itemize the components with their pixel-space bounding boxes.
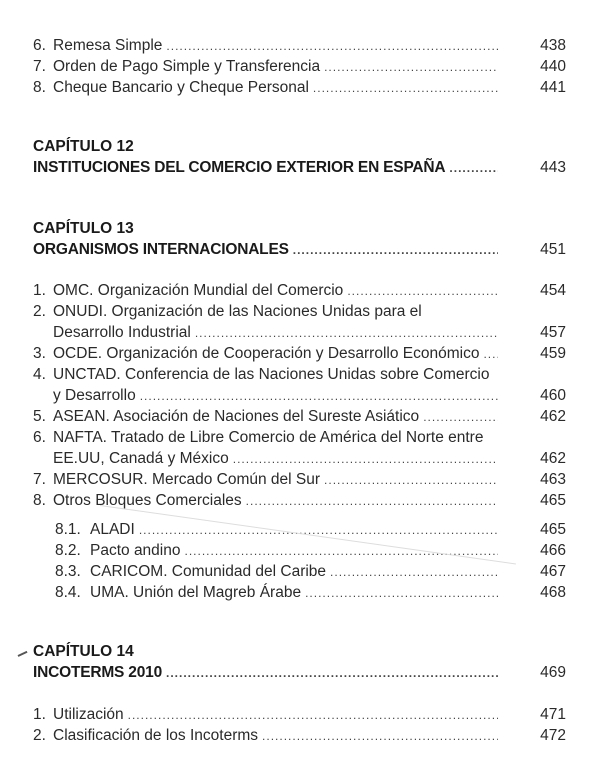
entry-number: 8.3. <box>55 563 81 580</box>
chapter-title-row <box>33 158 498 178</box>
dot-leader <box>483 344 498 364</box>
entry-number: 7. <box>33 471 46 488</box>
entry-title: Cheque Bancario y Cheque Personal <box>53 79 309 96</box>
entry-number: 2. <box>33 303 46 320</box>
page-number: 469 <box>540 664 566 681</box>
page-number: 440 <box>540 58 566 75</box>
page-number: 462 <box>540 450 566 467</box>
dot-leader <box>246 491 498 511</box>
page-number: 451 <box>540 241 566 258</box>
chapter-title: INCOTERMS 2010 <box>33 664 162 681</box>
pen-mark <box>18 651 28 657</box>
entry-number: 5. <box>33 408 46 425</box>
entry-number: 8.2. <box>55 542 81 559</box>
entry-number: 2. <box>33 727 46 744</box>
dot-leader <box>313 78 498 98</box>
toc-entry <box>33 365 498 385</box>
dot-leader <box>324 57 498 77</box>
toc-entry <box>33 726 498 746</box>
page-number: 468 <box>540 584 566 601</box>
entry-title-line2: EE.UU, Canadá y México <box>53 450 229 467</box>
dot-leader <box>233 449 498 469</box>
page-number: 441 <box>540 79 566 96</box>
page-number: 472 <box>540 727 566 744</box>
dot-leader <box>330 562 498 582</box>
toc-entry <box>33 344 498 364</box>
entry-title-line2: Desarrollo Industrial <box>53 324 191 341</box>
entry-number: 8. <box>33 492 46 509</box>
entry-title-line1: UNCTAD. Conferencia de las Naciones Unidas sobre Comercio <box>53 366 490 383</box>
dot-leader <box>140 386 498 406</box>
toc-subentry <box>55 583 498 603</box>
entry-title: ALADI <box>90 521 135 538</box>
toc-entry <box>33 491 498 511</box>
entry-title: Otros Bloques Comerciales <box>53 492 242 509</box>
toc-entry <box>33 302 498 322</box>
page-number: 465 <box>540 521 566 538</box>
toc-entry <box>33 407 498 427</box>
entry-number: 6. <box>33 429 46 446</box>
toc-entry <box>33 36 498 56</box>
dot-leader <box>185 541 499 561</box>
entry-title: Orden de Pago Simple y Transferencia <box>53 58 321 75</box>
chapter-title: INSTITUCIONES DEL COMERCIO EXTERIOR EN ESPAÑA <box>33 159 446 176</box>
dot-leader <box>347 281 498 301</box>
entry-number: 6. <box>33 37 46 54</box>
dot-leader <box>324 470 498 490</box>
entry-title: Remesa Simple <box>53 37 163 54</box>
chapter-title: ORGANISMOS INTERNACIONALES <box>33 241 289 258</box>
entry-number: 1. <box>33 282 46 299</box>
page-number: 460 <box>540 387 566 404</box>
page-number: 454 <box>540 282 566 299</box>
chapter-title-row <box>33 663 498 683</box>
entry-number: 8.1. <box>55 521 81 538</box>
toc-entry <box>33 705 498 725</box>
page-number: 465 <box>540 492 566 509</box>
entry-title: MERCOSUR. Mercado Común del Sur <box>53 471 321 488</box>
entry-title-line2: y Desarrollo <box>53 387 136 404</box>
entry-title: Clasificación de los Incoterms <box>53 727 259 744</box>
entry-title-line1: ONUDI. Organización de las Naciones Unidas para el <box>53 303 422 320</box>
entry-number: 4. <box>33 366 46 383</box>
entry-title: CARICOM. Comunidad del Caribe <box>90 563 327 580</box>
entry-title-line1: NAFTA. Tratado de Libre Comercio de América del Norte entre <box>53 429 484 446</box>
chapter-label: CAPÍTULO 13 <box>33 220 134 237</box>
entry-number: 3. <box>33 345 46 362</box>
page-number: 463 <box>540 471 566 488</box>
dot-leader <box>449 158 498 178</box>
page-number: 443 <box>540 159 566 176</box>
dot-leader <box>293 240 498 260</box>
dot-leader <box>195 323 498 343</box>
toc-entry <box>33 78 498 98</box>
dot-leader <box>166 36 498 56</box>
toc-entry <box>33 428 498 448</box>
toc-subentry <box>55 562 498 582</box>
entry-title: Pacto andino <box>90 542 181 559</box>
entry-title: OMC. Organización Mundial del Comercio <box>53 282 344 299</box>
toc-entry <box>33 281 498 301</box>
entry-title: ASEAN. Asociación de Naciones del Sureste Asiático <box>53 408 420 425</box>
dot-leader <box>166 663 498 683</box>
dot-leader <box>423 407 498 427</box>
toc-entry-continuation <box>53 449 498 469</box>
page-number: 462 <box>540 408 566 425</box>
entry-number: 8.4. <box>55 584 81 601</box>
chapter-label: CAPÍTULO 12 <box>33 138 134 155</box>
page-number: 457 <box>540 324 566 341</box>
page-number: 459 <box>540 345 566 362</box>
page-number: 467 <box>540 563 566 580</box>
dot-leader <box>139 520 498 540</box>
toc-entry-continuation <box>53 323 498 343</box>
dot-leader <box>128 705 498 725</box>
dot-leader <box>262 726 498 746</box>
toc-entry-continuation <box>53 386 498 406</box>
page-number: 438 <box>540 37 566 54</box>
entry-title: OCDE. Organización de Cooperación y Desarrollo Económico <box>53 345 480 362</box>
entry-title: Utilización <box>53 706 124 723</box>
entry-number: 7. <box>33 58 46 75</box>
toc-entry <box>33 57 498 77</box>
chapter-title-row <box>33 240 498 260</box>
toc-entry <box>33 470 498 490</box>
page-number: 471 <box>540 706 566 723</box>
entry-title: UMA. Unión del Magreb Árabe <box>90 584 302 601</box>
entry-number: 1. <box>33 706 46 723</box>
chapter-label: CAPÍTULO 14 <box>33 643 134 660</box>
dot-leader <box>305 583 498 603</box>
entry-number: 8. <box>33 79 46 96</box>
page-number: 466 <box>540 542 566 559</box>
